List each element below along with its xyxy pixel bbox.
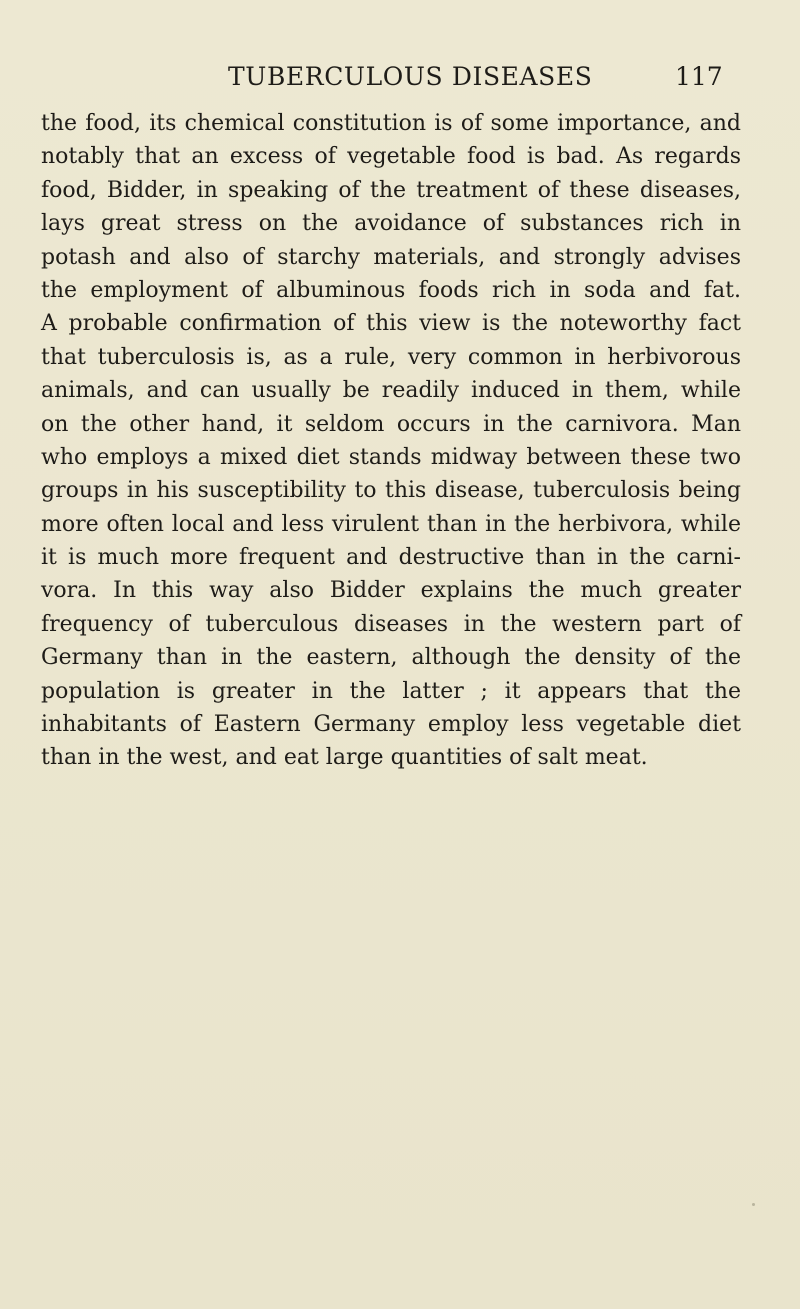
text-line: it is much more frequent and destructive than in the carni- bbox=[41, 545, 741, 571]
text-line: lays great stress on the avoidance of substances rich in bbox=[41, 211, 741, 237]
text-line: population is greater in the latter ; it appears that the bbox=[41, 678, 741, 704]
text-line: more often local and less virulent than in the herbivora, while bbox=[41, 511, 741, 537]
text-line: A probable confirmation of this view is the noteworthy fact bbox=[41, 311, 741, 337]
text-line: the food, its chemical constitution is of some importance, and bbox=[41, 111, 741, 136]
text-line: the employment of albuminous foods rich in soda and fat. bbox=[41, 277, 741, 303]
running-head bbox=[0, 62, 800, 98]
text-line: who employs a mixed diet stands midway between these two bbox=[41, 444, 741, 470]
paper-speck bbox=[752, 1203, 755, 1206]
text-line: Germany than in the eastern, although the density of the bbox=[41, 645, 741, 671]
text-line: inhabitants of Eastern Germany employ less vegetable diet bbox=[41, 712, 741, 738]
running-title: TUBERCULOUS DISEASES bbox=[228, 62, 593, 91]
text-line: vora. In this way also Bidder explains the much greater bbox=[41, 578, 741, 604]
page-number: 117 bbox=[675, 62, 723, 91]
text-line: animals, and can usually be readily induced in them, while bbox=[41, 378, 741, 404]
text-line: that tuberculosis is, as a rule, very common in herbivorous bbox=[41, 344, 741, 370]
text-line: frequency of tuberculous diseases in the western part of bbox=[41, 611, 741, 637]
text-line: on the other hand, it seldom occurs in the carnivora. Man bbox=[41, 411, 741, 437]
text-line-last: than in the west, and eat large quantities of salt meat. bbox=[41, 745, 648, 771]
text-line: food, Bidder, in speaking of the treatment of these diseases, bbox=[41, 177, 741, 203]
body-paragraph bbox=[41, 107, 741, 775]
text-line: notably that an excess of vegetable food is bad. As regards bbox=[41, 144, 741, 170]
text-line: groups in his susceptibility to this disease, tuberculosis being bbox=[41, 478, 741, 504]
text-line: potash and also of starchy materials, and strongly advises bbox=[41, 244, 741, 270]
